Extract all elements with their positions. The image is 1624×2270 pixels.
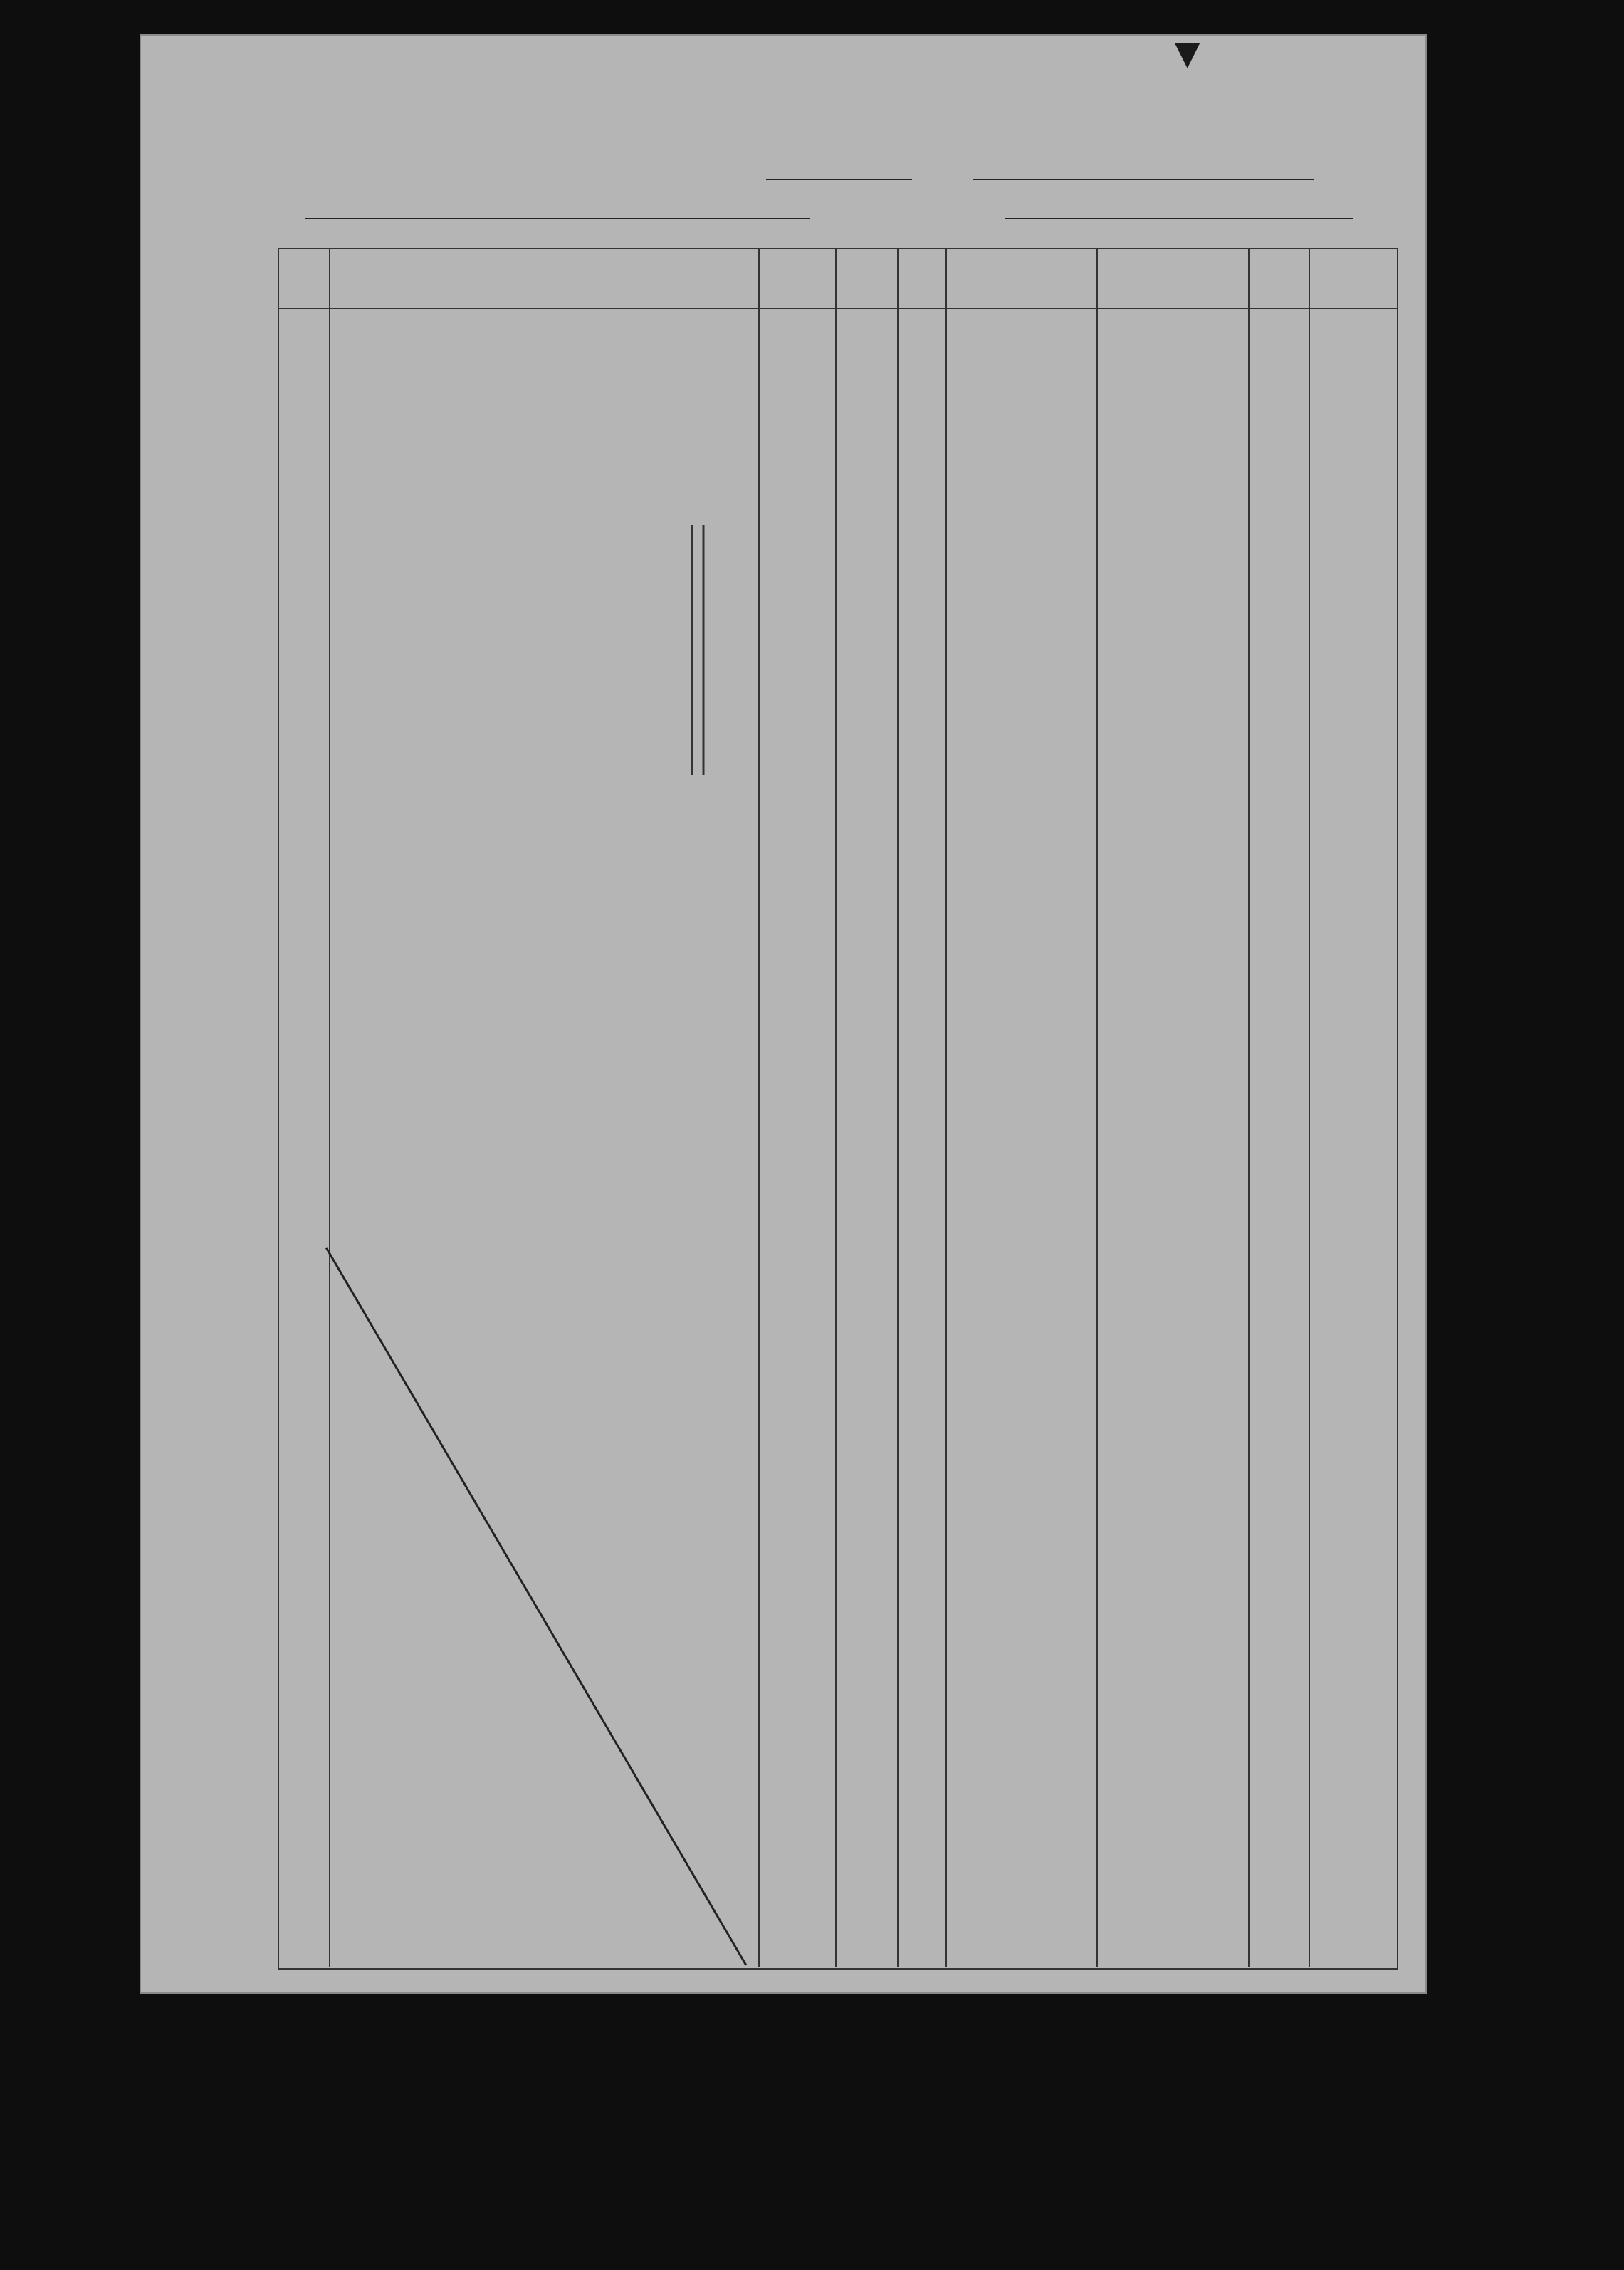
corner-mark: ▼ bbox=[1166, 29, 1209, 77]
strike-line bbox=[140, 34, 1427, 1994]
manifest-page bbox=[140, 29, 1427, 1994]
